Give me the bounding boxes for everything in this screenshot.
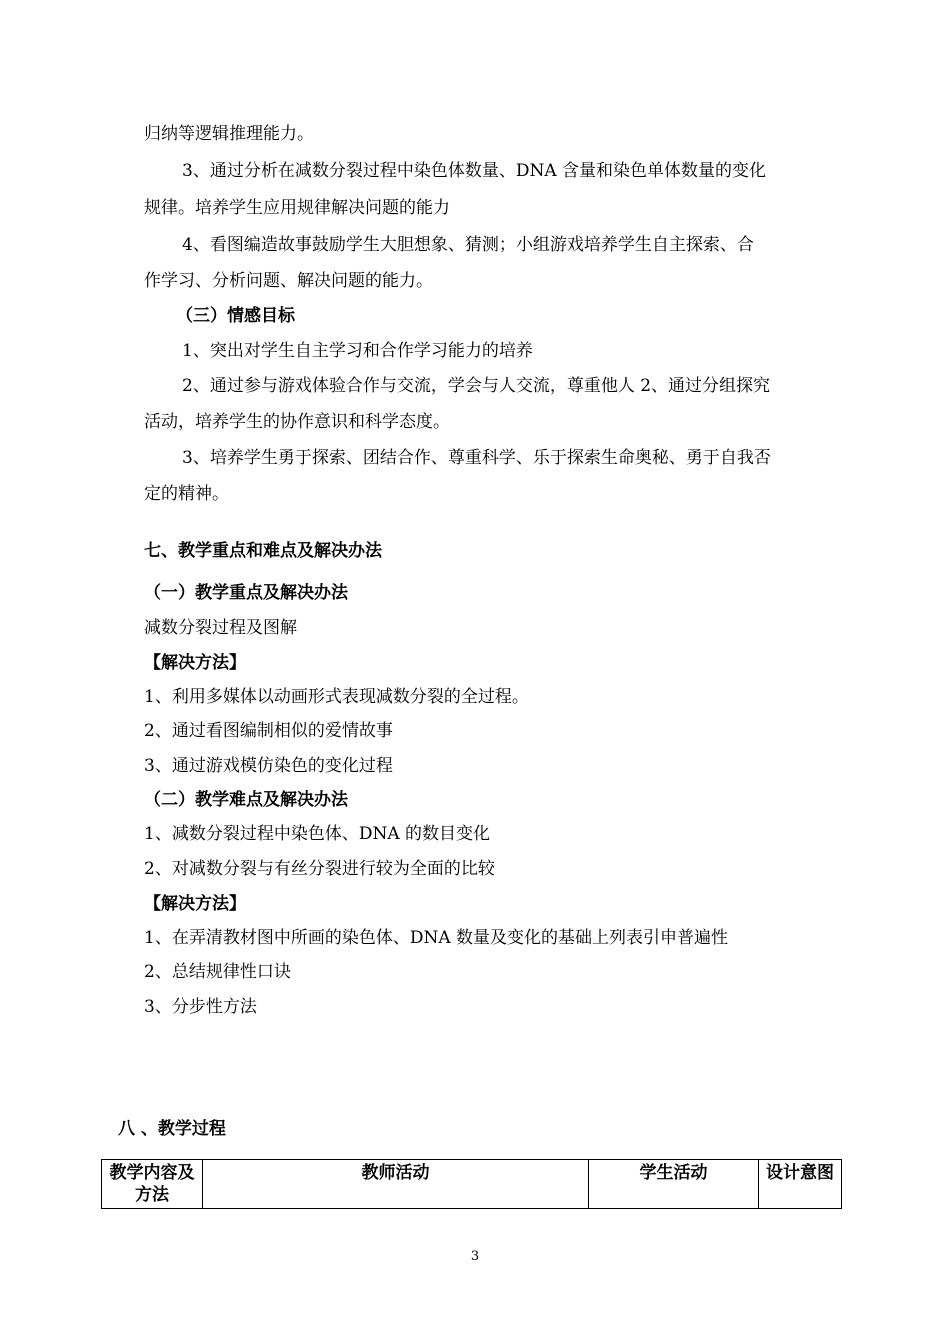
method-item: 3、分步性方法	[144, 997, 257, 1017]
method-label: 【解决方法】	[144, 653, 246, 673]
table-header-content-method: 教学内容及方法	[102, 1160, 203, 1209]
paragraph-line: 定的精神。	[144, 484, 229, 504]
table-header-row	[102, 1160, 842, 1209]
paragraph-line: 4、看图编造故事鼓励学生大胆想象、猜测；小组游戏培养学生自主探索、合	[182, 235, 754, 255]
section-title-key-points: 七、教学重点和难点及解决办法	[144, 541, 382, 561]
paragraph-line: 3、通过分析在减数分裂过程中染色体数量、DNA 含量和染色单体数量的变化	[182, 161, 767, 181]
method-item: 2、总结规律性口诀	[144, 962, 291, 982]
subsection-title-focus: （一）教学重点及解决办法	[144, 583, 348, 603]
paragraph-line: 1、突出对学生自主学习和合作学习能力的培养	[182, 341, 533, 361]
method-item: 2、通过看图编制相似的爱情故事	[144, 721, 393, 741]
difficulty-item: 1、减数分裂过程中染色体、DNA 的数目变化	[144, 824, 491, 844]
paragraph-line: 活动，培养学生的协作意识和科学态度。	[144, 412, 450, 432]
paragraph-line: 2、通过参与游戏体验合作与交流，学会与人交流，尊重他人 2、通过分组探究	[182, 376, 771, 396]
table-header-teacher-activity: 教师活动	[203, 1160, 589, 1209]
paragraph-line: 规律。培养学生应用规律解决问题的能力	[144, 198, 450, 218]
table-header-design-intent: 设计意图	[759, 1160, 842, 1209]
focus-body: 减数分裂过程及图解	[144, 618, 297, 638]
paragraph-line: 作学习、分析问题、解决问题的能力。	[144, 271, 433, 291]
paragraph-line: 归纳等逻辑推理能力。	[144, 124, 314, 144]
method-item: 3、通过游戏模仿染色的变化过程	[144, 756, 393, 776]
difficulty-item: 2、对减数分裂与有丝分裂进行较为全面的比较	[144, 859, 495, 879]
teaching-process-table	[101, 1159, 842, 1209]
paragraph-line: 3、培养学生勇于探索、团结合作、尊重科学、乐于探索生命奥秘、勇于自我否	[182, 448, 771, 468]
method-item: 1、利用多媒体以动画形式表现减数分裂的全过程。	[144, 687, 529, 707]
page-number: 3	[470, 1249, 480, 1264]
table-header-student-activity: 学生活动	[589, 1160, 759, 1209]
method-label: 【解决方法】	[144, 894, 246, 914]
section-title-teaching-process: 八 、教学过程	[118, 1119, 226, 1139]
method-item: 1、在弄清教材图中所画的染色体、DNA 数量及变化的基础上列表引申普遍性	[144, 928, 729, 948]
subsection-title-emotion-goals: （三）情感目标	[176, 306, 295, 326]
subsection-title-difficulty: （二）教学难点及解决办法	[144, 790, 348, 810]
